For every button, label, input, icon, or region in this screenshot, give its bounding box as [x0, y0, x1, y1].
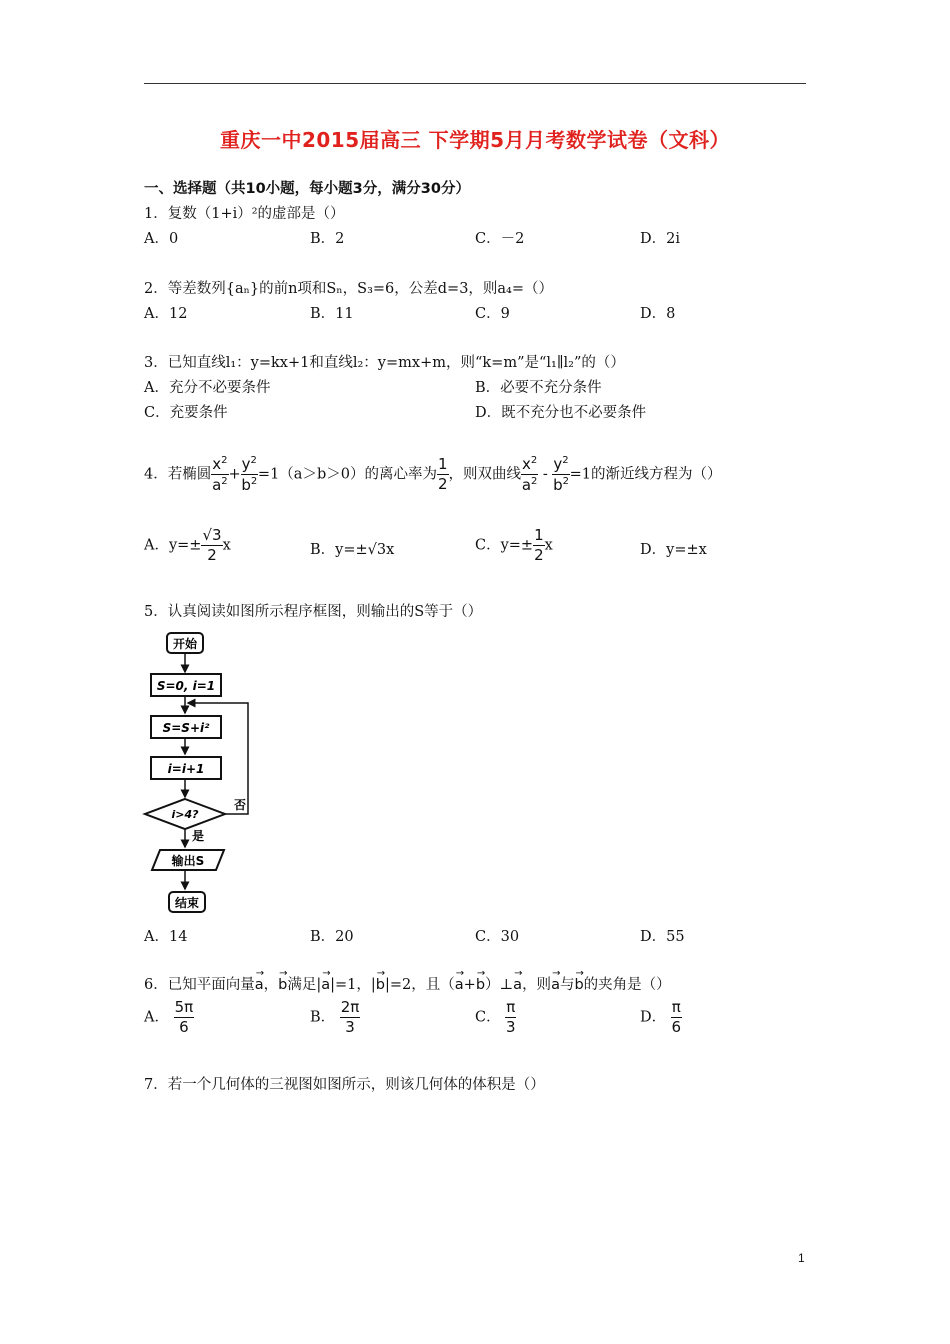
program-flowchart [140, 628, 265, 918]
question-2: 2．等差数列{aₙ}的前n项和Sₙ，S₃=6，公差d=3，则a₄=（） [144, 281, 554, 297]
update-label: S=S+i² [162, 721, 210, 735]
page-number: 1 [798, 1251, 805, 1265]
q4-option-c: C．y=± $\frac{1}{2}$ x [475, 526, 553, 564]
q5-option-d: D．55 [640, 929, 685, 945]
q3-option-b: B．必要不充分条件 [475, 380, 602, 396]
ellipse-fraction-y: $\frac{y^2}{b^2}$ [241, 455, 258, 494]
question-4: 4．若椭圆 $\frac{x^2}{a^2}$ + $\frac{y^2}{b^2}$ =1（a＞b＞0）的离心率为 $\frac{1}{2}$ ，则双曲线 $\frac{x^2}{a^2}$ - $\frac{y^2}{b^2}$ =1的渐近线方程为（） [144, 455, 722, 494]
question-6: 6．已知平面向量→ a，→ b满足|→ a|=1，|→ b|=2，且（→ a+→ b）⊥→ a，则→ a与→ b的夹角是（） [144, 973, 671, 994]
q1-option-c: C．－2 [475, 231, 525, 247]
no-label: 否 [234, 798, 247, 812]
eccentricity-fraction: $\frac{1}{2}$ [437, 455, 448, 493]
yes-label: 是 [192, 829, 205, 843]
q6-option-a: A． $\frac{5\pi}{6}$ [144, 998, 194, 1036]
q4-mid1: =1（a＞b＞0）的离心率为 [257, 466, 437, 483]
init-label: S=0, i=1 [156, 679, 216, 693]
q2-option-c: C．9 [475, 306, 510, 322]
q2-option-b: B．11 [310, 306, 354, 322]
question-7: 7．若一个几何体的三视图如图所示，则该几何体的体积是（） [144, 1077, 545, 1093]
hyperbola-fraction-x: $\frac{x^2}{a^2}$ [521, 455, 538, 494]
increment-label: i=i+1 [167, 762, 205, 776]
q6-option-c: C． $\frac{\pi}{3}$ [475, 998, 516, 1036]
q5-option-a: A．14 [144, 929, 188, 945]
q2-option-d: D．8 [640, 306, 676, 322]
q1-option-d: D．2i [640, 231, 680, 247]
question-3: 3．已知直线l₁：y=kx+1和直线l₂：y=mx+m，则“k=m”是“l₁∥l₂”的（） [144, 355, 625, 371]
q3-option-d: D．既不充分也不必要条件 [475, 405, 647, 421]
ellipse-fraction-x: $\frac{x^2}{a^2}$ [212, 455, 228, 494]
q4-option-a: A．y=± $\frac{√3}{2}$ x [144, 526, 231, 564]
output-label: 输出S [171, 854, 205, 868]
q1-option-b: B．2 [310, 231, 345, 247]
question-1: 1．复数（1+i）²的虚部是（） [144, 206, 345, 222]
q6-option-b: B． $\frac{2\pi}{3}$ [310, 998, 360, 1036]
q2-option-a: A．12 [144, 306, 188, 322]
vector-a: → a [255, 977, 264, 993]
hyperbola-fraction-y: $\frac{y^2}{b^2}$ [553, 455, 569, 494]
q4-option-d: D．y=±x [640, 542, 707, 558]
q4-mid2: ，则双曲线 [448, 466, 521, 483]
start-label: 开始 [172, 637, 198, 651]
q1-option-a: A．0 [144, 231, 179, 247]
end-label: 结束 [174, 896, 200, 910]
q6-option-d: D． $\frac{\pi}{6}$ [640, 998, 682, 1036]
question-5: 5．认真阅读如图所示程序框图，则输出的S等于（） [144, 604, 483, 620]
q3-option-a: A．充分不必要条件 [144, 380, 271, 396]
q5-option-b: B．20 [310, 929, 354, 945]
header-rule [144, 83, 806, 84]
q5-option-c: C．30 [475, 929, 520, 945]
vector-b: → b [278, 977, 287, 993]
section-heading: 一、选择题（共10小题，每小题3分，满分30分） [144, 181, 470, 197]
condition-label: i>4? [171, 808, 199, 821]
q4-suffix: =1的渐近线方程为（） [569, 466, 722, 483]
q4-prefix: 4．若椭圆 [144, 466, 212, 483]
q4-option-b: B．y=±√3x [310, 542, 395, 558]
q3-option-c: C．充要条件 [144, 405, 228, 421]
page-title: 重庆一中2015届高三 下学期5月月考数学试卷（文科） [219, 128, 731, 152]
